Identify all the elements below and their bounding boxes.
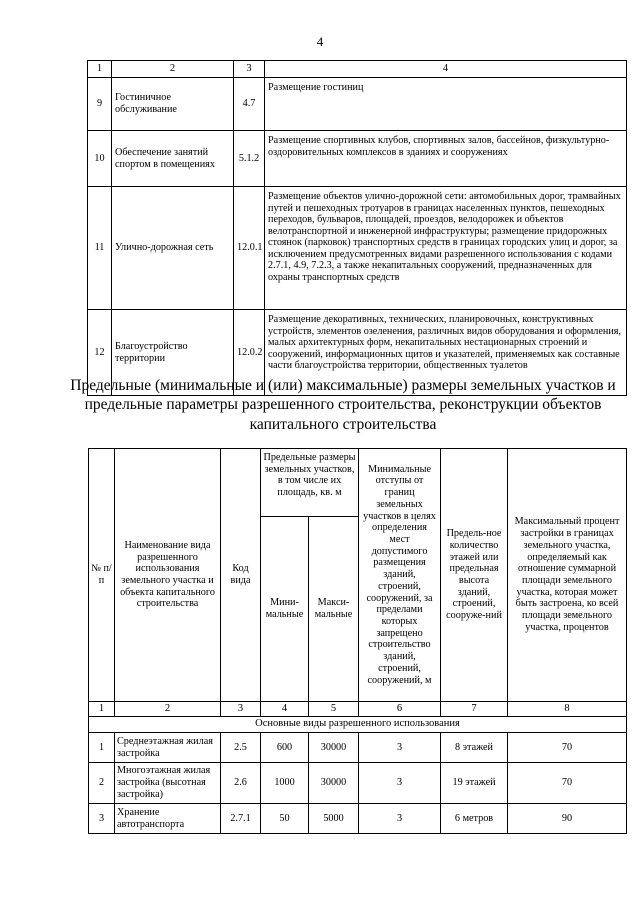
use-name: Улично-дорожная сеть bbox=[112, 187, 234, 310]
floors: 8 этажей bbox=[441, 733, 508, 763]
header-max: Макси-мальные bbox=[309, 517, 359, 702]
section-title: Основные виды разрешенного использования bbox=[89, 717, 627, 733]
min-area: 600 bbox=[261, 733, 309, 763]
row-number: 3 bbox=[89, 804, 115, 834]
use-name: Благоустройство территории bbox=[112, 310, 234, 396]
use-description: Размещение спортивных клубов, спортивных залов, бассейнов, физкультурно-оздоровительных комплексов в зданиях и сооружениях bbox=[265, 131, 627, 187]
section-row bbox=[89, 717, 627, 733]
max-area: 5000 bbox=[309, 804, 359, 834]
row-number: 11 bbox=[88, 187, 112, 310]
use-code: 4.7 bbox=[234, 78, 265, 131]
setback: 3 bbox=[359, 733, 441, 763]
use-description: Размещение объектов улично-дорожной сети: автомобильных дорог, трамвайных путей и пешеходных тротуаров в границах населенных пунктов, пешеходных переходов, бульваров, площадей, проездов, велодорожек и объектов велотранспортной и инженерной инфраструктуры; размещение придорожных стоянок (парковок) транспортных средств в границах городских улиц и дорог, за исключением предусмотренных видами разрешенного использования с кодами 2.7.1, 4.9, 7.2.3, а также некапитальных сооружений, предназначенных для охраны транспортных средств bbox=[265, 187, 627, 310]
use-description: Размещение гостиниц bbox=[265, 78, 627, 131]
max-area: 30000 bbox=[309, 733, 359, 763]
table-row bbox=[89, 804, 627, 834]
use-code: 12.0.1 bbox=[234, 187, 265, 310]
column-number: 4 bbox=[261, 702, 309, 717]
header-cell: 1 bbox=[88, 61, 112, 78]
row-number: 2 bbox=[89, 763, 115, 804]
column-number: 8 bbox=[508, 702, 627, 717]
table-row bbox=[89, 733, 627, 763]
max-area: 30000 bbox=[309, 763, 359, 804]
use-name: Многоэтажная жилая застройка (высотная застройка) bbox=[115, 763, 221, 804]
column-number: 5 bbox=[309, 702, 359, 717]
setback: 3 bbox=[359, 763, 441, 804]
header-num: № п/п bbox=[89, 449, 115, 702]
row-number: 9 bbox=[88, 78, 112, 131]
header-area-group: Предельные размеры земельных участков, в том числе их площадь, кв. м bbox=[261, 449, 359, 517]
column-number: 2 bbox=[115, 702, 221, 717]
use-code: 2.5 bbox=[221, 733, 261, 763]
header-coverage: Максимальный процент застройки в границах земельного участка, определяемый как отношение суммарной площади земельного участка, которая может быть застроена, ко всей площади земельного участка, процентов bbox=[508, 449, 627, 702]
use-code: 12.0.2 bbox=[234, 310, 265, 396]
floors: 19 этажей bbox=[441, 763, 508, 804]
parameters-table bbox=[88, 448, 627, 834]
setback: 3 bbox=[359, 804, 441, 834]
header-name: Наименование вида разрешенного использования земельного участка и объекта капитального строительства bbox=[115, 449, 221, 702]
floors: 6 метров bbox=[441, 804, 508, 834]
column-number-row bbox=[89, 702, 627, 717]
column-number: 6 bbox=[359, 702, 441, 717]
use-code: 2.7.1 bbox=[221, 804, 261, 834]
row-number: 10 bbox=[88, 131, 112, 187]
header-cell: 4 bbox=[265, 61, 627, 78]
column-number: 7 bbox=[441, 702, 508, 717]
header-setback: Минимальные отступы от границ земельных участков в целях определения мест допустимого размещения зданий, строений, сооружений, за пределами которых запрещено строительство зданий, строений, сооружений, м bbox=[359, 449, 441, 702]
page-number: 4 bbox=[316, 34, 324, 49]
table-header-row bbox=[88, 61, 627, 78]
use-description: Размещение декоративных, технических, планировочных, конструктивных устройств, элементов озеленения, различных видов оборудования и оформления, малых архитектурных форм, некапитальных нестационарных строений и сооружений, информационных щитов и указателей, применяемых как составные части благоустройства территории, общественных туалетов bbox=[265, 310, 627, 396]
column-number: 3 bbox=[221, 702, 261, 717]
min-area: 1000 bbox=[261, 763, 309, 804]
section-heading: Предельные (минимальные и (или) максимальные) размеры земельных участков и предельные параметры разрешенного строительства, реконструкции объектов капитального строительства bbox=[70, 377, 616, 433]
use-code: 5.1.2 bbox=[234, 131, 265, 187]
min-area: 50 bbox=[261, 804, 309, 834]
column-number: 1 bbox=[89, 702, 115, 717]
use-code: 2.6 bbox=[221, 763, 261, 804]
use-name: Среднеэтажная жилая застройка bbox=[115, 733, 221, 763]
coverage: 70 bbox=[508, 763, 627, 804]
table-row bbox=[88, 131, 627, 187]
table-row bbox=[88, 78, 627, 131]
header-min: Мини-мальные bbox=[261, 517, 309, 702]
use-name: Гостиничное обслуживание bbox=[112, 78, 234, 131]
table-header-row bbox=[89, 449, 627, 517]
header-cell: 2 bbox=[112, 61, 234, 78]
table-row bbox=[88, 187, 627, 310]
table-row bbox=[89, 763, 627, 804]
header-floors: Предель-ное количество этажей или предельная высота зданий, строений, сооруже-ний bbox=[441, 449, 508, 702]
coverage: 70 bbox=[508, 733, 627, 763]
use-name: Обеспечение занятий спортом в помещениях bbox=[112, 131, 234, 187]
header-code: Код вида bbox=[221, 449, 261, 702]
use-name: Хранение автотранспорта bbox=[115, 804, 221, 834]
land-use-table bbox=[87, 60, 627, 396]
coverage: 90 bbox=[508, 804, 627, 834]
row-number: 1 bbox=[89, 733, 115, 763]
header-cell: 3 bbox=[234, 61, 265, 78]
row-number: 12 bbox=[88, 310, 112, 396]
